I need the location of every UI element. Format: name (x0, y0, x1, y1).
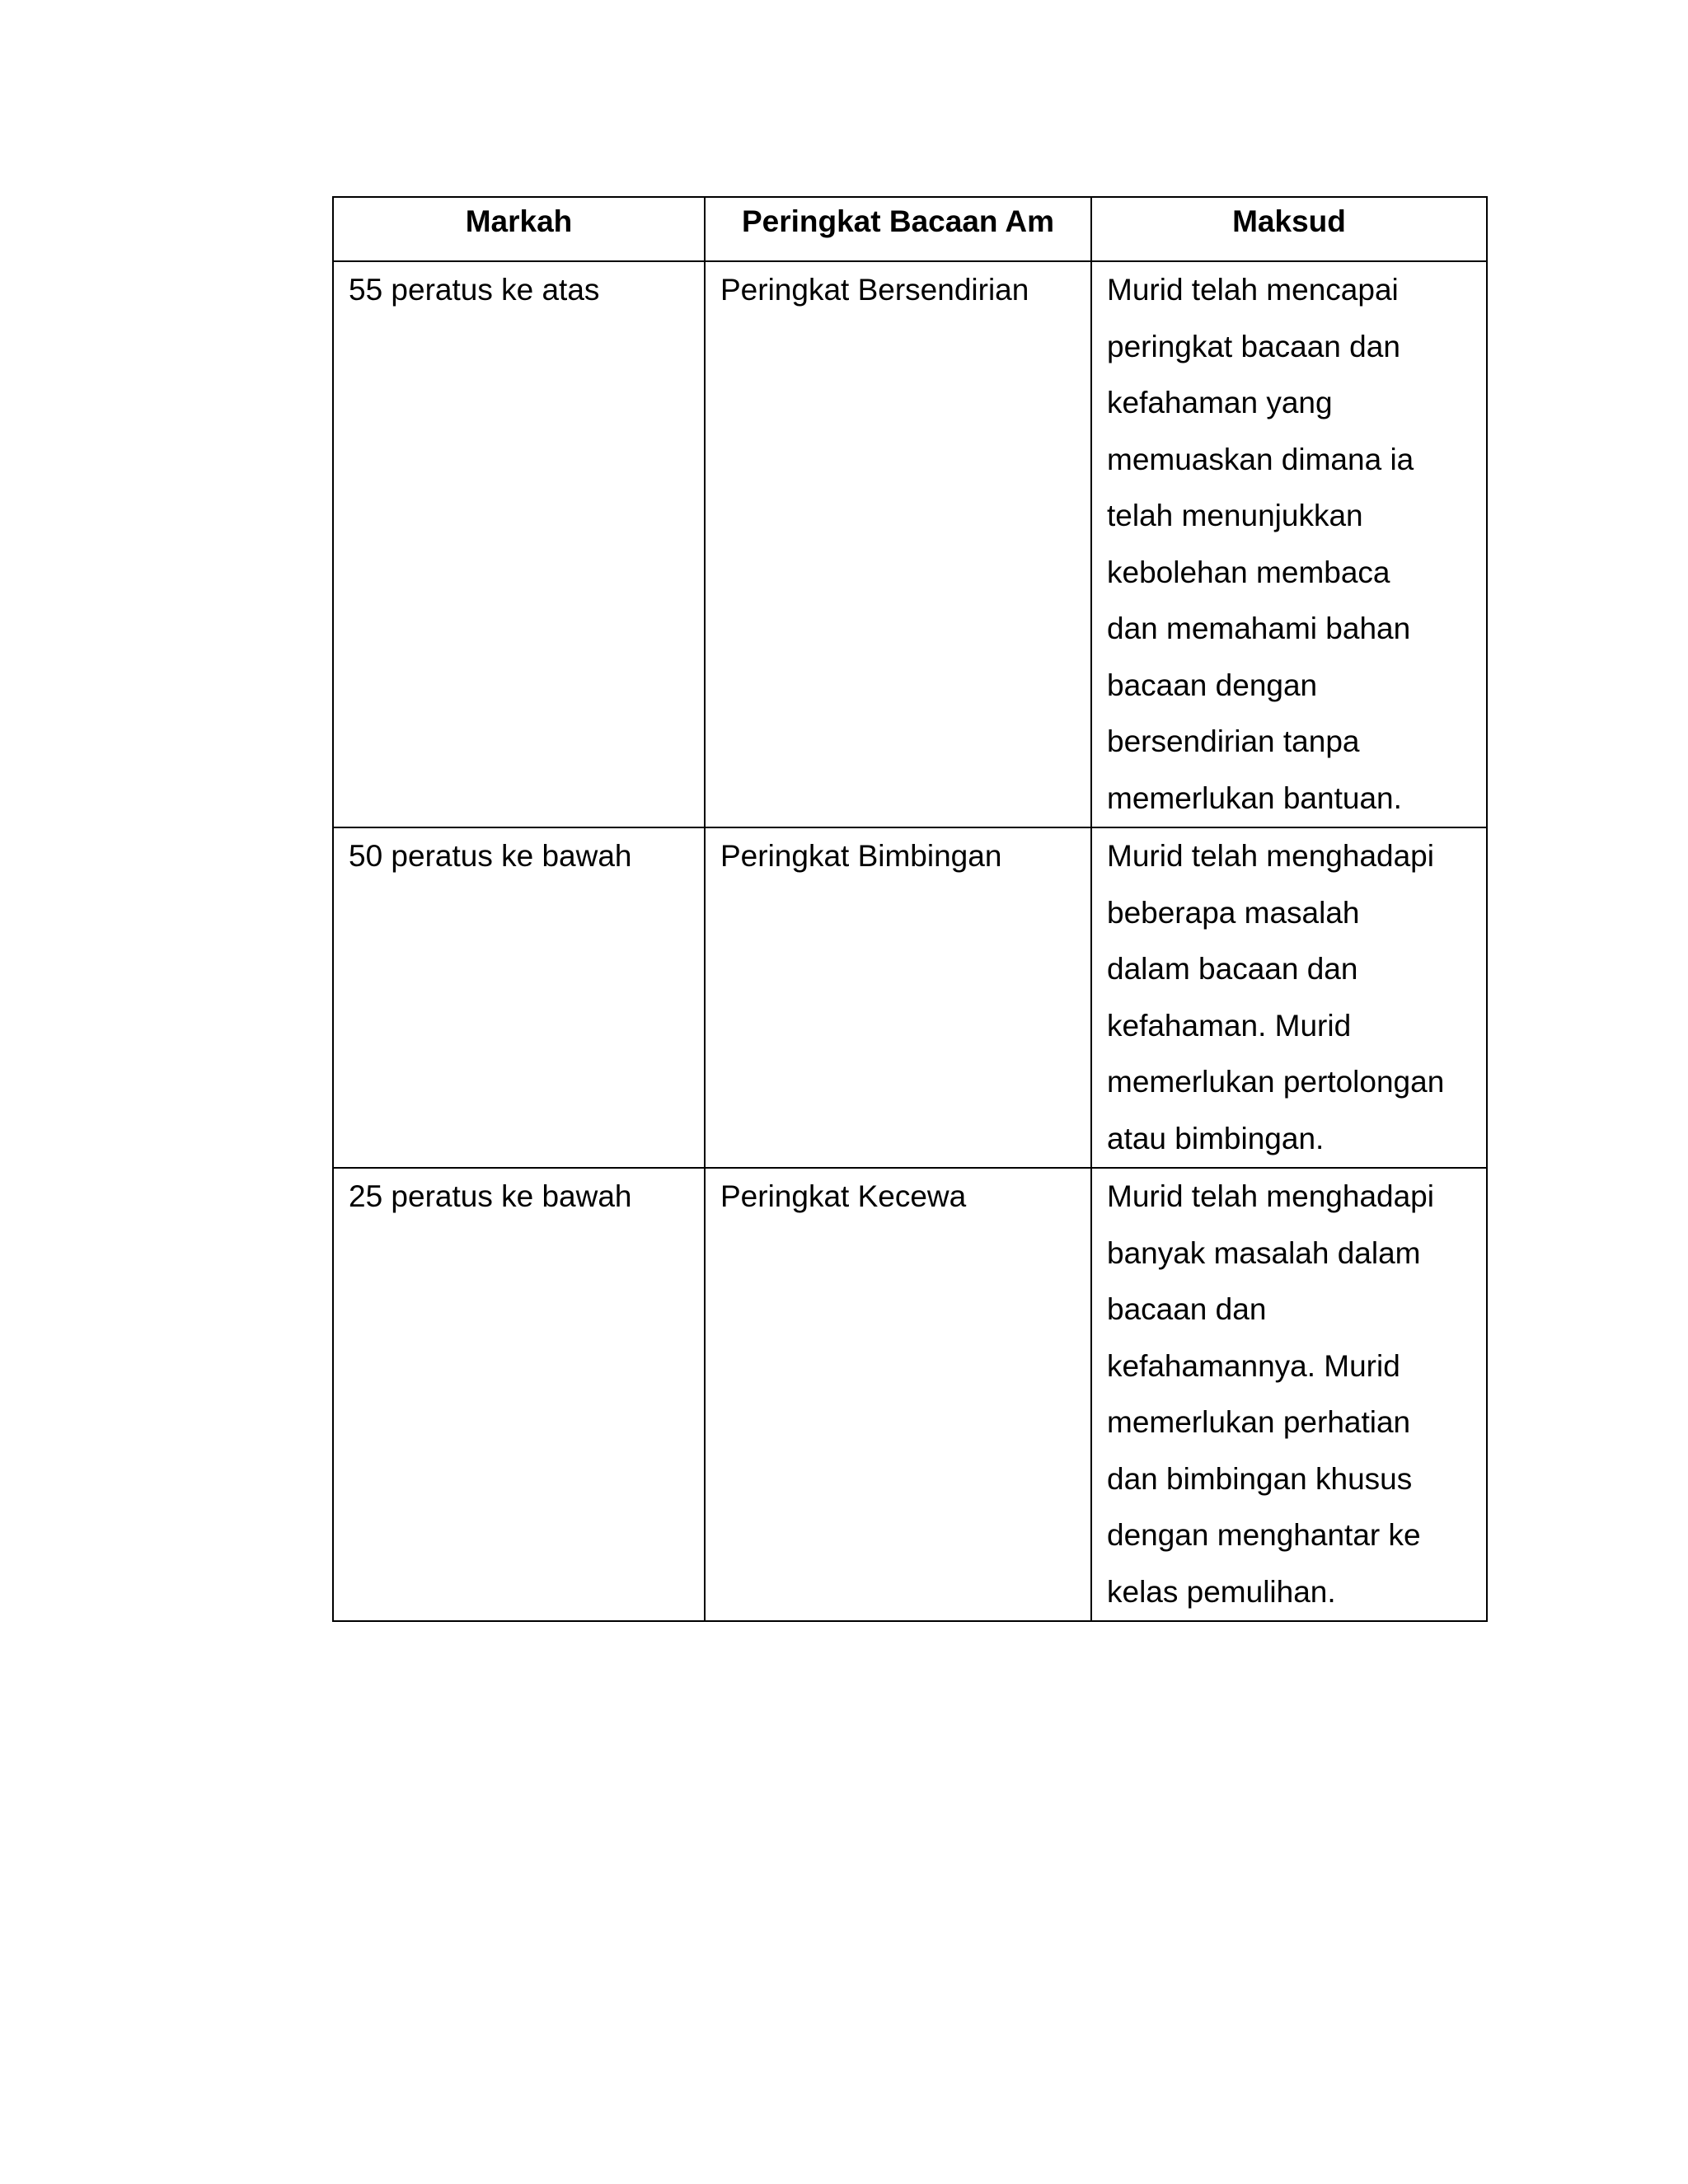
maksud-line: beberapa masalah (1107, 895, 1360, 930)
maksud-line: dan memahami bahan (1107, 612, 1411, 645)
maksud-line: memerlukan pertolongan (1107, 1065, 1445, 1099)
maksud-line: kefahaman yang (1107, 386, 1333, 419)
maksud-line: banyak masalah dalam (1107, 1235, 1421, 1270)
maksud-line: Murid telah menghadapi (1107, 839, 1434, 873)
maksud-line: Murid telah menghadapi (1107, 1179, 1434, 1213)
maksud-line: atau bimbingan. (1107, 1121, 1325, 1155)
maksud-line: memuaskan dimana ia (1107, 442, 1414, 476)
table-row (333, 261, 1487, 827)
header-markah: Markah (333, 197, 705, 261)
table-row (333, 827, 1487, 1168)
maksud-line: telah menunjukkan (1107, 499, 1363, 532)
maksud-line: dalam bacaan dan (1107, 952, 1358, 986)
maksud-line: dengan menghantar ke (1107, 1518, 1421, 1552)
header-peringkat-bacaan-am: Peringkat Bacaan Am (705, 197, 1091, 261)
reading-level-table (332, 196, 1488, 1622)
maksud-line: peringkat bacaan dan (1107, 329, 1400, 363)
maksud-line: bacaan dengan (1107, 668, 1318, 702)
cell-peringkat: Peringkat Kecewa (705, 1168, 1091, 1621)
maksud-line: dan bimbingan khusus (1107, 1461, 1413, 1496)
cell-maksud (1091, 261, 1487, 827)
maksud-line: kelas pemulihan. (1107, 1574, 1336, 1609)
maksud-line: memerlukan perhatian (1107, 1405, 1411, 1439)
table-row (333, 1168, 1487, 1621)
cell-maksud (1091, 1168, 1487, 1621)
cell-markah: 50 peratus ke bawah (333, 827, 705, 1168)
cell-markah: 55 peratus ke atas (333, 261, 705, 827)
maksud-line: memerlukan bantuan. (1107, 780, 1402, 815)
table-header-row (333, 197, 1487, 261)
maksud-line: Murid telah mencapai (1107, 273, 1399, 307)
cell-peringkat: Peringkat Bersendirian (705, 261, 1091, 827)
maksud-line: bersendirian tanpa (1107, 724, 1360, 758)
maksud-line: kefahamannya. Murid (1107, 1348, 1400, 1383)
cell-markah: 25 peratus ke bawah (333, 1168, 705, 1621)
cell-maksud (1091, 827, 1487, 1168)
header-maksud: Maksud (1091, 197, 1487, 261)
maksud-line: bacaan dan (1107, 1292, 1267, 1326)
maksud-line: kefahaman. Murid (1107, 1008, 1352, 1043)
maksud-line: kebolehan membaca (1107, 555, 1390, 589)
cell-peringkat: Peringkat Bimbingan (705, 827, 1091, 1168)
